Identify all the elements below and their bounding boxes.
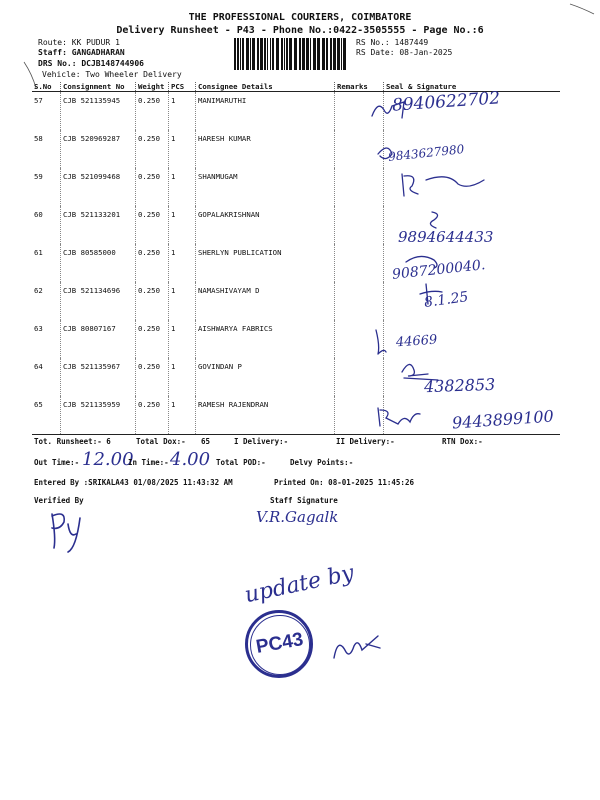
row-remarks bbox=[335, 358, 384, 396]
barcode-graphic bbox=[234, 38, 346, 70]
row-consignment-no: CJB 521135967 bbox=[61, 358, 136, 396]
handwritten-phone-number: 9843627980 bbox=[387, 142, 465, 164]
row-consignee: SHANMUGAM bbox=[196, 168, 335, 206]
row-consignee: GOPALAKRISHNAN bbox=[196, 206, 335, 244]
column-header-consignee: Consignee Details bbox=[196, 82, 335, 92]
row-sno: 61 bbox=[32, 244, 61, 282]
row-sno: 60 bbox=[32, 206, 61, 244]
handwritten-signature-scribble bbox=[418, 282, 518, 314]
row-remarks bbox=[335, 206, 384, 244]
row-pcs: 1 bbox=[169, 168, 196, 206]
in-time-value: 4.00 bbox=[170, 449, 211, 470]
row-sno: 57 bbox=[32, 92, 61, 131]
row-consignment-no: CJB 521134696 bbox=[61, 282, 136, 320]
row-sno: 62 bbox=[32, 282, 61, 320]
row-weight: 0.250 bbox=[136, 130, 169, 168]
row-consignee: SHERLYN PUBLICATION bbox=[196, 244, 335, 282]
column-header-seal-signature: Seal & Signature bbox=[384, 82, 561, 92]
total-runsheet: Tot. Runsheet:- 6 bbox=[34, 437, 111, 446]
i-delivery: I Delivery:- bbox=[234, 437, 289, 446]
verified-by-signature bbox=[46, 508, 106, 553]
row-pcs: 1 bbox=[169, 320, 196, 358]
row-pcs: 1 bbox=[169, 396, 196, 435]
row-consignment-no: CJB 521133201 bbox=[61, 206, 136, 244]
update-by-note: update by bbox=[242, 560, 357, 609]
row-sno: 63 bbox=[32, 320, 61, 358]
total-dox-value: 65 bbox=[201, 437, 211, 446]
handwritten-phone-number: 8940622702 bbox=[391, 88, 501, 116]
row-consignment-no: CJB 80585000 bbox=[61, 244, 136, 282]
column-header-weight: Weight bbox=[136, 82, 169, 92]
row-pcs: 1 bbox=[169, 130, 196, 168]
handwritten-phone-number: 9443899100 bbox=[451, 406, 555, 433]
entered-by: Entered By :SRIKALA43 01/08/2025 11:43:32 AM bbox=[34, 478, 233, 487]
barcode bbox=[234, 38, 346, 70]
column-header-pcs: PCS bbox=[169, 82, 196, 92]
handwritten-phone-number: 44669 bbox=[395, 332, 438, 351]
row-consignee: RAMESH RAJENDRAN bbox=[196, 396, 335, 435]
stamp-text: PC43 bbox=[254, 629, 305, 658]
out-time-value: 12.00 bbox=[82, 449, 134, 470]
row-weight: 0.250 bbox=[136, 320, 169, 358]
row-weight: 0.250 bbox=[136, 282, 169, 320]
handwritten-signature-scribble bbox=[372, 326, 472, 358]
handwritten-signature-scribble bbox=[398, 170, 498, 202]
handwritten-signature-scribble bbox=[398, 358, 498, 390]
rtn-dox: RTN Dox:- bbox=[442, 437, 483, 446]
row-weight: 0.250 bbox=[136, 396, 169, 435]
row-consignee: AISHWARYA FABRICS bbox=[196, 320, 335, 358]
row-weight: 0.250 bbox=[136, 92, 169, 131]
row-consignee: MANIMARUTHI bbox=[196, 92, 335, 131]
ii-delivery: II Delivery:- bbox=[336, 437, 395, 446]
row-weight: 0.250 bbox=[136, 358, 169, 396]
total-pod: Total POD:- bbox=[216, 458, 266, 467]
vehicle-label: Vehicle: Two Wheeler Delivery bbox=[42, 70, 182, 79]
staff-signature-label: Staff Signature bbox=[270, 496, 338, 505]
row-pcs: 1 bbox=[169, 282, 196, 320]
stamp-initials-signature bbox=[328, 628, 388, 664]
handwritten-signature-scribble bbox=[404, 248, 504, 280]
runsheet-subtitle: Delivery Runsheet - P43 - Phone No.:0422-3505555 - Page No.:6 bbox=[116, 25, 484, 36]
in-time-label: In Time:- bbox=[128, 458, 169, 467]
row-consignment-no: CJB 521135945 bbox=[61, 92, 136, 131]
row-pcs: 1 bbox=[169, 244, 196, 282]
row-weight: 0.250 bbox=[136, 206, 169, 244]
row-pcs: 1 bbox=[169, 206, 196, 244]
row-remarks bbox=[335, 244, 384, 282]
handwritten-phone-number: 9894644433 bbox=[398, 228, 494, 246]
handwritten-signature-scribble bbox=[368, 96, 468, 128]
staff-label: Staff: GANGADHARAN bbox=[38, 48, 125, 57]
row-pcs: 1 bbox=[169, 358, 196, 396]
rs-number: RS No.: 1487449 bbox=[356, 38, 429, 47]
pc43-stamp bbox=[245, 610, 313, 678]
column-header-remarks: Remarks bbox=[335, 82, 384, 92]
row-consignee: GOVINDAN P bbox=[196, 358, 335, 396]
handwritten-phone-number: 9087200040. bbox=[391, 257, 487, 283]
row-sno: 65 bbox=[32, 396, 61, 435]
delivery-points: Delvy Points:- bbox=[290, 458, 354, 467]
table-row bbox=[32, 130, 560, 168]
handwritten-phone-number: 8.1.25 bbox=[423, 288, 470, 312]
table-row bbox=[32, 320, 560, 358]
rs-date: RS Date: 08-Jan-2025 bbox=[356, 48, 453, 57]
row-sno: 58 bbox=[32, 130, 61, 168]
row-sno: 59 bbox=[32, 168, 61, 206]
row-pcs: 1 bbox=[169, 92, 196, 131]
handwritten-signature-scribble bbox=[374, 404, 474, 436]
staff-signature-handwritten: V.R.Gagalk bbox=[256, 508, 339, 526]
row-consignment-no: CJB 521135959 bbox=[61, 396, 136, 435]
row-remarks bbox=[335, 282, 384, 320]
out-time-label: Out Time:- bbox=[34, 458, 80, 467]
verified-by-label: Verified By bbox=[34, 496, 84, 505]
total-dox-label: Total Dox:- bbox=[136, 437, 186, 446]
row-weight: 0.250 bbox=[136, 244, 169, 282]
route-label: Route: KK PUDUR 1 bbox=[38, 38, 120, 47]
row-weight: 0.250 bbox=[136, 168, 169, 206]
row-consignment-no: CJB 80807167 bbox=[61, 320, 136, 358]
handwritten-signature-scribble bbox=[422, 208, 522, 240]
handwritten-phone-number: 4382853 bbox=[423, 374, 496, 397]
drs-number: DRS No.: DCJB148744906 bbox=[38, 59, 144, 68]
column-header-consignment: Consignment No bbox=[61, 82, 136, 92]
company-name: THE PROFESSIONAL COURIERS, COIMBATORE bbox=[188, 12, 412, 23]
row-consignment-no: CJB 521099468 bbox=[61, 168, 136, 206]
column-header-sno: S.No bbox=[32, 82, 61, 92]
row-consignee: NAMASHIVAYAM D bbox=[196, 282, 335, 320]
row-consignee: HARESH KUMAR bbox=[196, 130, 335, 168]
printed-on: Printed On: 08-01-2025 11:45:26 bbox=[274, 478, 414, 487]
row-sno: 64 bbox=[32, 358, 61, 396]
row-consignment-no: CJB 520969287 bbox=[61, 130, 136, 168]
corner-pen-mark bbox=[568, 2, 598, 16]
